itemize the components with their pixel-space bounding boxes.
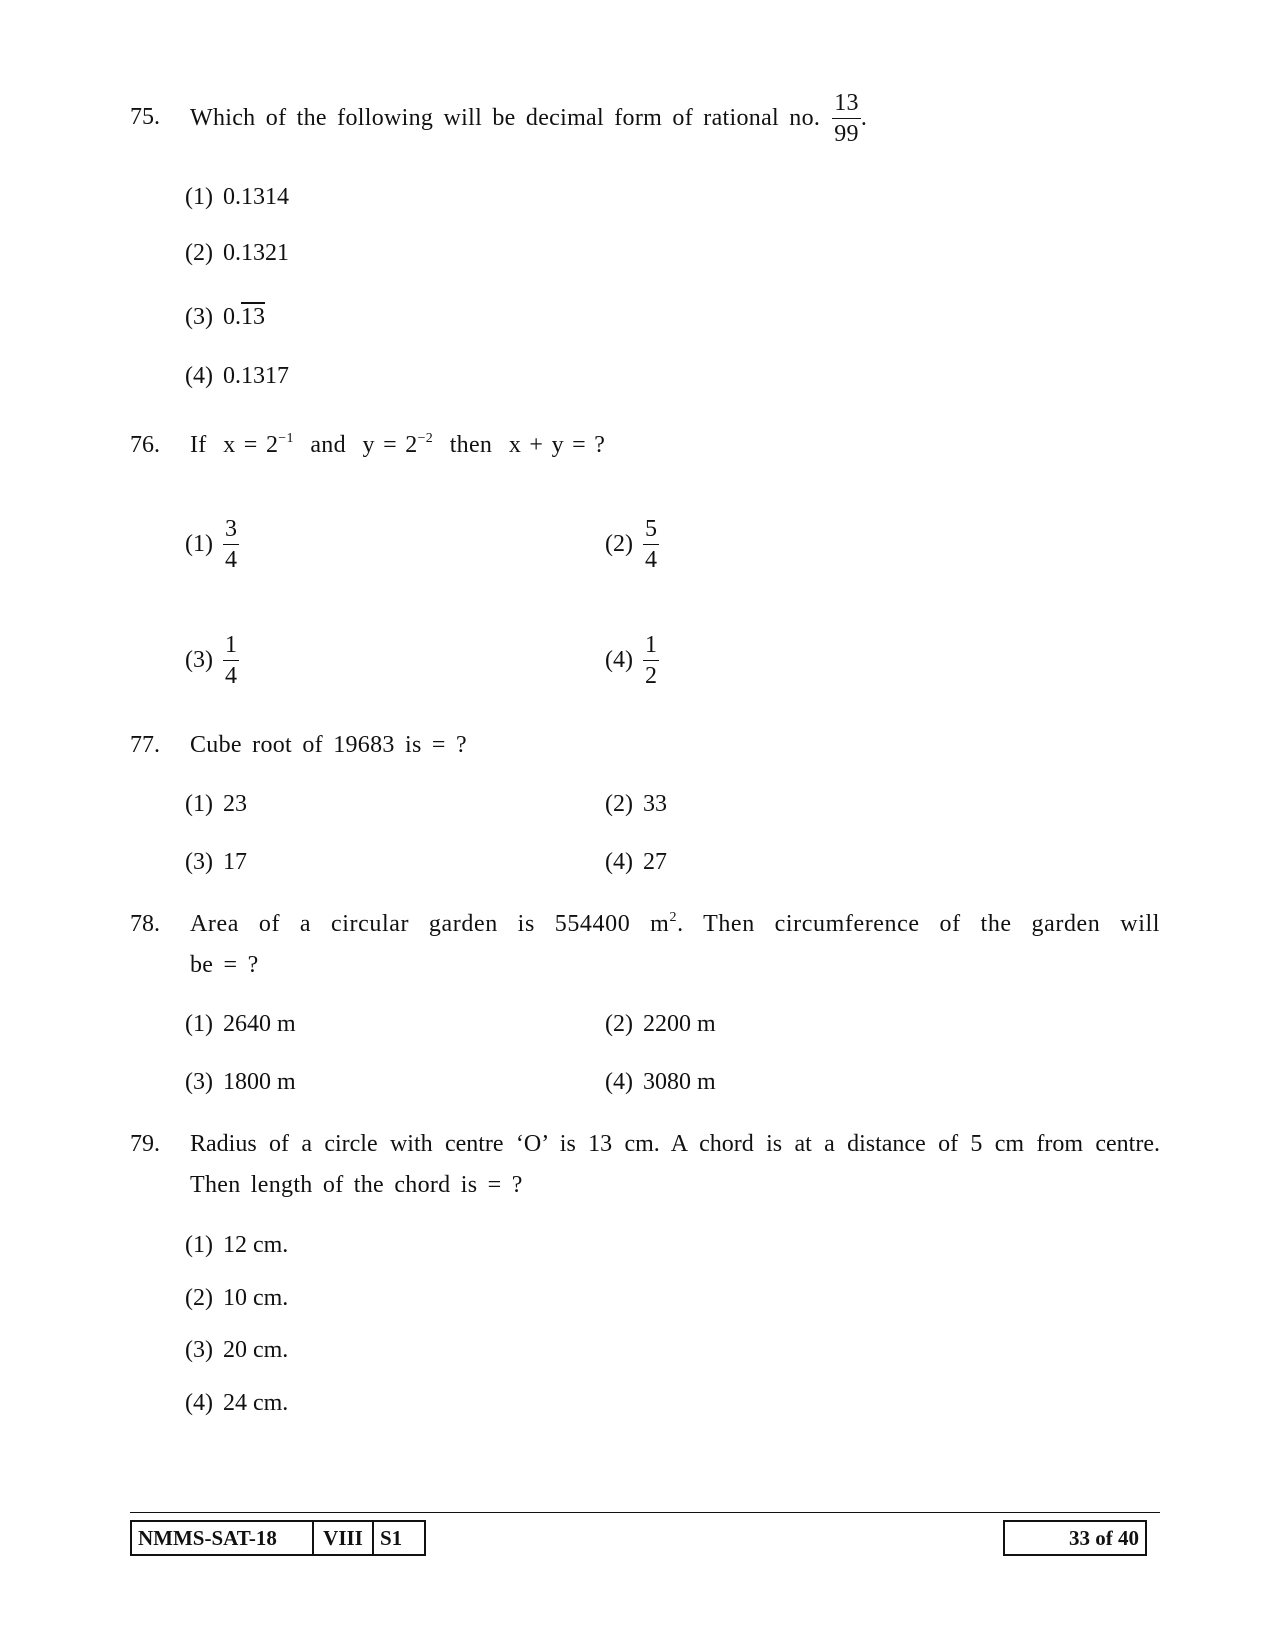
q76-y-exp: −2 <box>417 431 434 446</box>
q75-number: 75. <box>130 104 160 130</box>
option-label: (2) <box>605 1011 633 1037</box>
fraction-num: 1 <box>644 632 657 658</box>
q78-option-2[interactable] <box>605 1011 716 1038</box>
option-value: 23 <box>222 791 247 817</box>
option-value: 20 cm. <box>222 1337 289 1363</box>
q78-option-3[interactable] <box>185 1069 296 1096</box>
q76-x-exp: −1 <box>278 431 294 446</box>
option-value: 2640 m <box>222 1011 296 1037</box>
fraction-num: 5 <box>644 516 657 542</box>
q76-and: and <box>310 432 346 458</box>
option-value: 3080 m <box>642 1069 716 1095</box>
fraction-den: 4 <box>643 544 659 575</box>
option-label: (3) <box>185 1337 213 1363</box>
q77-option-1[interactable] <box>185 791 247 818</box>
q76-x-expr: x = 2 <box>223 432 279 458</box>
option-fraction <box>643 514 659 575</box>
option-value: 17 <box>222 849 247 875</box>
option-label: (4) <box>185 1390 213 1416</box>
q79-number: 79. <box>130 1131 160 1157</box>
option-value: 0.1314 <box>222 184 289 210</box>
fraction-den: 4 <box>223 660 239 691</box>
option-label: (3) <box>185 304 213 330</box>
q75-fraction-den: 99 <box>832 118 861 149</box>
q75-text: Which of the following will be decimal form of rational no. <box>190 105 821 131</box>
option-fraction <box>223 514 239 575</box>
q75-option-1[interactable] <box>185 184 289 211</box>
option-value: 0.1321 <box>222 240 289 266</box>
footer-page-number: 33 of 40 <box>1069 1525 1139 1550</box>
q78-line-1-a: Area of a circular garden is 554400 m <box>190 911 670 937</box>
q75-option-3[interactable] <box>185 304 265 331</box>
q76-then: then <box>449 432 493 458</box>
q75-fraction <box>832 88 861 149</box>
footer-page-box <box>1003 1520 1147 1556</box>
q76-y-expr: y = 2 <box>362 432 418 458</box>
q76-text <box>190 432 605 459</box>
q75-option-4[interactable] <box>185 363 289 390</box>
option-label: (3) <box>185 647 213 673</box>
option-label: (1) <box>185 531 213 557</box>
option-value: 10 cm. <box>222 1285 289 1311</box>
q79-line-1: Radius of a circle with centre ‘O’ is 13 cm. A chord is at a distance of 5 cm from centre. <box>190 1131 1160 1157</box>
option-label: (4) <box>605 849 633 875</box>
option-label: (2) <box>185 1285 213 1311</box>
footer-divider <box>130 1512 1160 1513</box>
q76-ask: x + y = ? <box>508 432 606 458</box>
footer-exam-box <box>130 1520 426 1556</box>
q79-option-3[interactable] <box>185 1337 288 1364</box>
q78-line-1 <box>190 911 1160 938</box>
q78-number: 78. <box>130 911 160 937</box>
option-label: (2) <box>605 531 633 557</box>
q78-option-1[interactable] <box>185 1011 296 1038</box>
q79-option-4[interactable] <box>185 1390 288 1417</box>
option-label: (1) <box>185 184 213 210</box>
q76-option-1[interactable] <box>185 514 239 575</box>
option-label: (1) <box>185 1232 213 1258</box>
option-label: (2) <box>185 240 213 266</box>
option-fraction <box>223 630 239 691</box>
q76-option-4[interactable] <box>605 630 659 691</box>
option-value: 2200 m <box>642 1011 716 1037</box>
q79-line-2: Then length of the chord is = ? <box>190 1172 523 1198</box>
option-value: 27 <box>642 849 667 875</box>
option-value: 24 cm. <box>222 1390 289 1416</box>
q78-option-4[interactable] <box>605 1069 716 1096</box>
option-fraction <box>643 630 659 691</box>
fraction-den: 2 <box>643 660 659 691</box>
q75-text-row <box>190 88 867 149</box>
option-value-prefix: 0. <box>222 304 241 330</box>
option-label: (1) <box>185 791 213 817</box>
option-label: (3) <box>185 849 213 875</box>
option-label: (4) <box>605 1069 633 1095</box>
option-value: 12 cm. <box>222 1232 289 1258</box>
q75-end: . <box>860 105 868 131</box>
fraction-num: 3 <box>224 516 237 542</box>
q77-number: 77. <box>130 732 160 758</box>
option-label: (1) <box>185 1011 213 1037</box>
fraction-den: 4 <box>223 544 239 575</box>
fraction-num: 1 <box>224 632 237 658</box>
q76-option-2[interactable] <box>605 514 659 575</box>
footer-class: VIII <box>312 1522 372 1554</box>
q77-option-3[interactable] <box>185 849 247 876</box>
footer-exam-code: NMMS-SAT-18 <box>138 1525 277 1550</box>
option-value-repeating: 13 <box>240 304 265 330</box>
option-label: (4) <box>185 363 213 389</box>
q79-option-1[interactable] <box>185 1232 288 1259</box>
option-label: (3) <box>185 1069 213 1095</box>
q78-line-2: be = ? <box>190 952 259 978</box>
option-label: (2) <box>605 791 633 817</box>
q78-sup: 2 <box>669 910 678 925</box>
q78-line-1-b: . Then circumference of the garden will <box>677 911 1160 937</box>
q77-option-2[interactable] <box>605 791 667 818</box>
q79-option-2[interactable] <box>185 1285 288 1312</box>
q76-option-3[interactable] <box>185 630 239 691</box>
footer-set: S1 <box>372 1522 424 1554</box>
q76-number: 76. <box>130 432 160 458</box>
q77-text: Cube root of 19683 is = ? <box>190 732 468 758</box>
option-value: 1800 m <box>222 1069 296 1095</box>
option-value: 33 <box>642 791 667 817</box>
q75-fraction-num: 13 <box>834 90 859 116</box>
q75-option-2[interactable] <box>185 240 289 267</box>
option-label: (4) <box>605 647 633 673</box>
option-value: 0.1317 <box>222 363 289 389</box>
q76-if: If <box>190 432 207 458</box>
q77-option-4[interactable] <box>605 849 667 876</box>
